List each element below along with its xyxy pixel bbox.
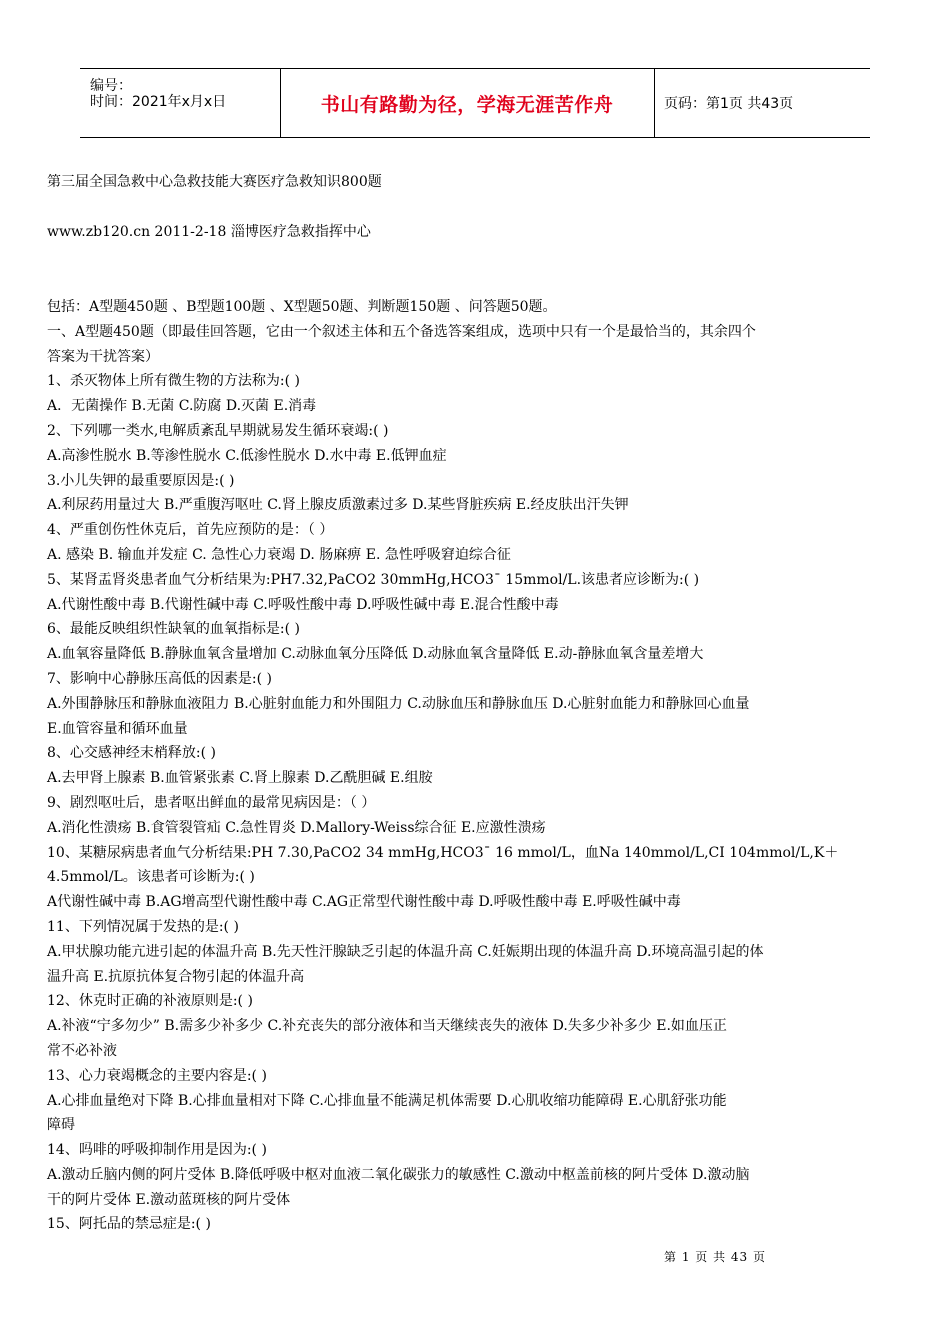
text-line: 15、阿托品的禁忌症是:( ): [47, 1216, 211, 1233]
text-line: A.去甲肾上腺素 B.血管紧张素 C.肾上腺素 D.乙酰胆碱 E.组胺: [47, 770, 433, 787]
text-line: A. 感染 B. 输血并发症 C. 急性心力衰竭 D. 肠麻痹 E. 急性呼吸窘迫综合征: [47, 546, 511, 563]
number-label: 编号：: [90, 78, 132, 94]
text-line: A.代谢性酸中毒 B.代谢性碱中毒 C.呼吸性酸中毒 D.呼吸性碱中毒 E.混合性酸中毒: [47, 596, 559, 613]
motto-cell: [280, 69, 655, 137]
text-line: 温升高 E.抗原抗体复合物引起的体温升高: [47, 968, 305, 985]
text-line: A．无菌操作 B.无菌 C.防腐 D.灭菌 E.消毒: [47, 398, 317, 415]
page-footer: 第 1 页 共 43 页: [664, 1250, 766, 1264]
text-line: 4、严重创伤性休克后，首先应预防的是：（ ）: [47, 522, 334, 539]
text-line: A.高渗性脱水 B.等渗性脱水 C.低渗性脱水 D.水中毒 E.低钾血症: [47, 447, 447, 464]
text-line: A.心排血量绝对下降 B.心排血量相对下降 C.心排血量不能满足机体需要 D.心肌收缩功能障碍 E.心肌舒张功能: [47, 1092, 727, 1109]
text-line: 2、下列哪一类水,电解质紊乱早期就易发生循环衰竭:( ): [47, 422, 389, 439]
time-label: 时间：2021年x月x日: [90, 94, 227, 110]
document-title: 第三届全国急救中心急救技能大赛医疗急救知识800题: [47, 174, 382, 190]
text-line: 答案为干扰答案）: [47, 348, 159, 365]
question-content: [47, 295, 907, 1237]
text-line: 包括：A型题450题 、B型题100题 、X型题50题、判断题150题 、问答题50题。: [47, 299, 557, 315]
header-table: [80, 68, 870, 138]
motto-text: 书山有路勤为径，学海无涯苦作舟: [320, 93, 614, 116]
text-line: A.利尿药用量过大 B.严重腹泻呕吐 C.肾上腺皮质激素过多 D.某些肾脏疾病 E.经皮肤出汗失钾: [47, 497, 629, 514]
text-line: A.外围静脉压和静脉血液阻力 B.心脏射血能力和外围阻力 C.动脉血压和静脉血压 D.心脏射血能力和静脉回心血量: [47, 695, 750, 712]
text-line: A.血氧容量降低 B.静脉血氧含量增加 C.动脉血氧分压降低 D.动脉血氧含量降低 E.动-静脉血氧含量差增大: [47, 646, 704, 663]
text-line: A.补液“宁多勿少” B.需多少补多少 C.补充丧失的部分液体和当天继续丧失的液体 D.失多少补多少 E.如血压正: [47, 1018, 727, 1035]
text-line: 10、某糖尿病患者血气分析结果:PH 7.30,PaCO2 34 mmHg,HCO3ˉ 16 mmol/L，血Na 140mmol/L,CI 104mmol/L,K＋: [47, 844, 839, 861]
text-line: A.激动丘脑内侧的阿片受体 B.降低呼吸中枢对血液二氧化碳张力的敏感性 C.激动中枢盖前核的阿片受体 D.激动脑: [47, 1166, 750, 1183]
page-label: 页码：第1页 共43页: [664, 96, 794, 112]
text-line: 14、吗啡的呼吸抑制作用是因为:( ): [47, 1142, 267, 1159]
text-line: 障碍: [47, 1117, 75, 1134]
text-line: 一、A型题450题（即最佳回答题，它由一个叙述主体和五个备选答案组成，选项中只有一个是最恰当的，其余四个: [47, 323, 756, 340]
text-line: 5、某肾盂肾炎患者血气分析结果为:PH7.32,PaCO2 30mmHg,HCO3ˉ 15mmol/L.该患者应诊断为:( ): [47, 571, 700, 588]
document-source: www.zb120.cn 2011-2-18 淄博医疗急救指挥中心: [47, 224, 371, 240]
text-line: 9、剧烈呕吐后，患者呕出鲜血的最常见病因是：（ ）: [47, 794, 376, 811]
text-line: 11、下列情况属于发热的是:( ): [47, 918, 239, 935]
text-line: A.消化性溃疡 B.食管裂管疝 C.急性胃炎 D.Mallory-Weiss综合征 E.应激性溃疡: [47, 819, 546, 836]
text-line: A代谢性碱中毒 B.AG增高型代谢性酸中毒 C.AG正常型代谢性酸中毒 D.呼吸性酸中毒 E.呼吸性碱中毒: [47, 894, 681, 911]
text-line: 1、杀灭物体上所有微生物的方法称为:( ): [47, 373, 300, 390]
text-line: 常不必补液: [47, 1042, 117, 1059]
text-line: 4.5mmol/L。该患者可诊断为:( ): [47, 869, 255, 886]
header-info-cell: [80, 69, 281, 137]
text-line: E.血管容量和循环血量: [47, 720, 188, 737]
text-line: 12、休克时正确的补液原则是:( ): [47, 993, 253, 1010]
text-line: 8、心交感神经末梢释放:( ): [47, 745, 216, 762]
text-line: 3.小儿失钾的最重要原因是:( ): [47, 472, 235, 489]
text-line: 6、最能反映组织性缺氧的血氧指标是:( ): [47, 621, 300, 638]
text-line: A.甲状腺功能亢进引起的体温升高 B.先天性汗腺缺乏引起的体温升高 C.妊娠期出现的体温升高 D.环境高温引起的体: [47, 943, 764, 960]
text-line: 7、影响中心静脉压高低的因素是:( ): [47, 670, 272, 687]
text-line: 13、心力衰竭概念的主要内容是:( ): [47, 1067, 267, 1084]
text-line: 干的阿片受体 E.激动蓝斑核的阿片受体: [47, 1191, 291, 1208]
